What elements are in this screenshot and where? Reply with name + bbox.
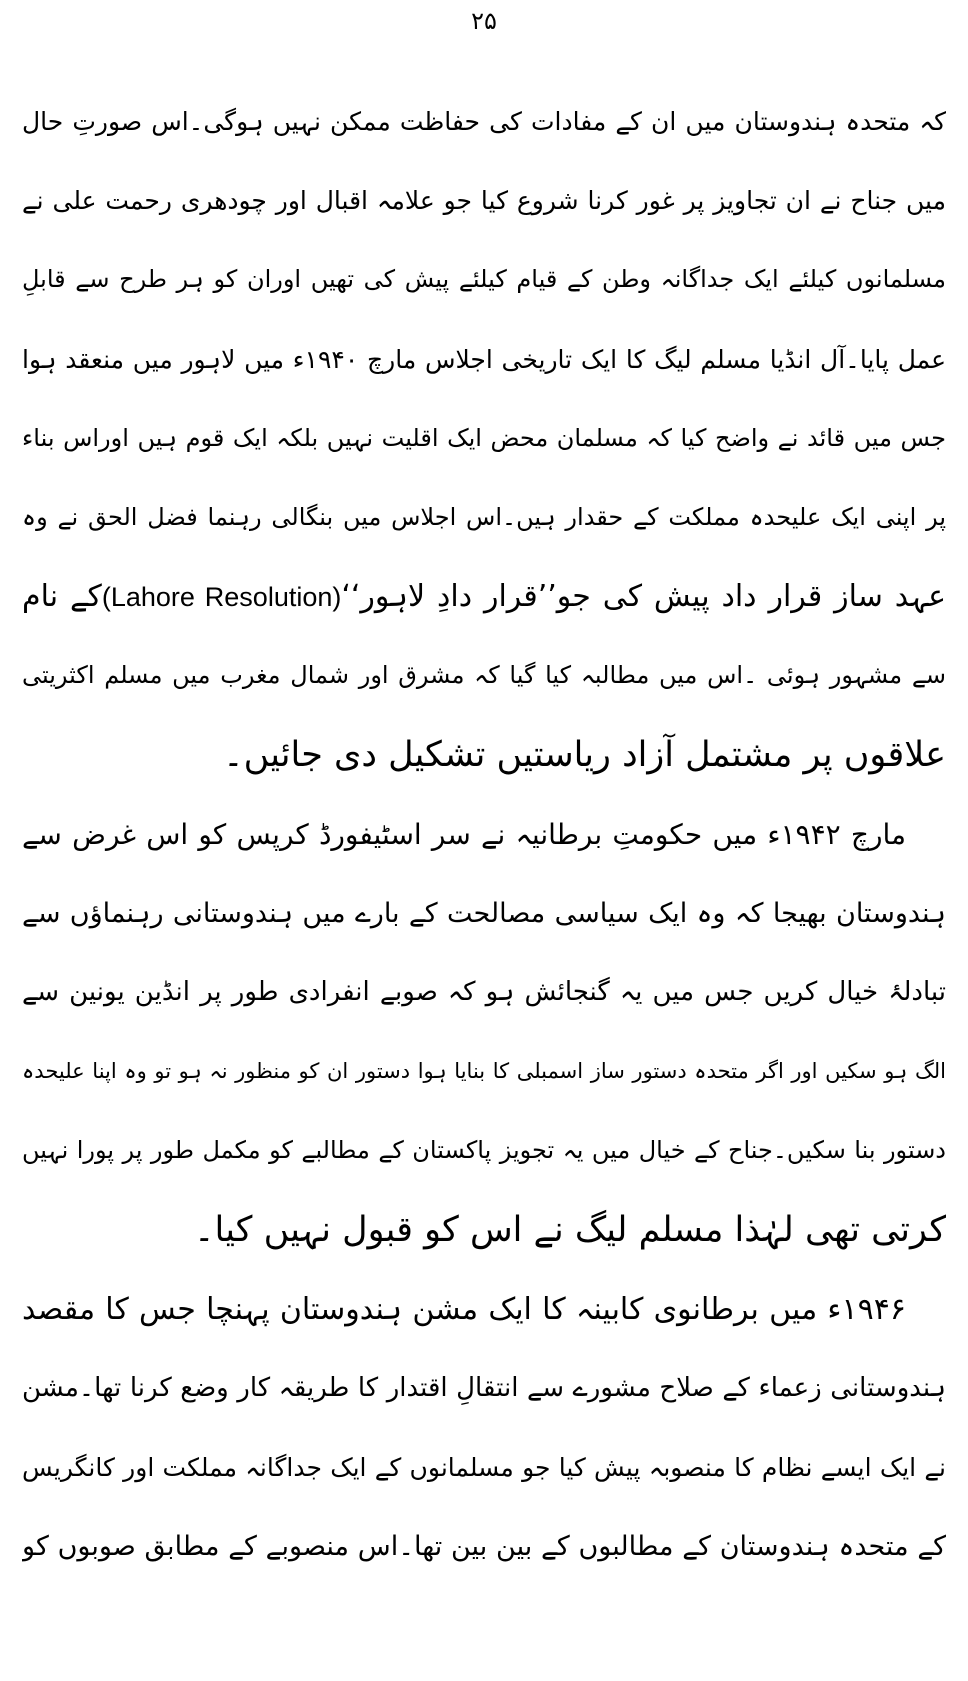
text-line: ہندوستانی زعماء کے صلاح مشورے سے انتقالِ اقتدار کا طریقہ کار وضع کرنا تھا۔مشن — [22, 1373, 946, 1403]
text-line: دستور بنا سکیں۔جناح کے خیال میں یہ تجویز پاکستان کے مطالبے کو مکمل طور پر پورا نہیں — [22, 1136, 946, 1165]
text-line: ۱۹۴۶ء میں برطانوی کابینہ کا ایک مشن ہندوستان پہنچا جس کا مقصد — [22, 1291, 906, 1327]
text-line: نے ایک ایسے نظام کا منصوبہ پیش کیا جو مسلمانوں کے ایک جداگانہ مملکت اور کانگریس — [22, 1453, 946, 1483]
text-line: جس میں قائد نے واضح کیا کہ مسلمان محض ایک اقلیت نہیں بلکہ ایک قوم ہیں اوراس بناء — [22, 423, 946, 452]
text-line: الگ ہو سکیں اور اگر متحدہ دستور ساز اسمبلی کا بنایا ہوا دستور ان کو منظور نہ ہو تو وہ اپنا علیحدہ — [22, 1059, 946, 1084]
text-line-mixed — [22, 557, 946, 636]
text-line: تبادلۂ خیال کریں جس میں یہ گنجائش ہو کہ صوبے انفرادی طور پر انڈین یونین سے — [22, 977, 946, 1008]
page-number: ۲۵ — [471, 7, 497, 35]
text-line: کرتی تھی لہٰذا مسلم لیگ نے اس کو قبول نہیں کیا۔ — [194, 1209, 946, 1250]
lahore-resolution-term: (Lahore Resolution) — [101, 582, 342, 613]
document-body — [22, 82, 946, 1587]
text-line: عمل پایا۔آل انڈیا مسلم لیگ کا ایک تاریخی اجلاس مارچ ۱۹۴۰ء میں لاہور میں منعقد ہوا — [22, 344, 946, 374]
text-line: کے متحدہ ہندوستان کے مطالبوں کے بین بین تھا۔اس منصوبے کے مطابق صوبوں کو — [22, 1531, 946, 1563]
text-line: پر اپنی ایک علیحدہ مملکت کے حقدار ہیں۔اس اجلاس میں بنگالی رہنما فضل الحق نے وہ — [22, 502, 946, 531]
text-line: علاقوں پر مشتمل آزاد ریاستیں تشکیل دی جائیں۔ — [223, 734, 946, 775]
text-line: ہندوستان بھیجا کہ وہ ایک سیاسی مصالحت کے بارے میں ہندوستانی رہنماؤں سے — [22, 897, 946, 929]
text-line: مسلمانوں کیلئے ایک جداگانہ وطن کے قیام کیلئے پیش کی تھیں اوران کو ہر طرح سے قابلِ — [22, 265, 946, 294]
text-line: کہ متحدہ ہندوستان میں ان کے مفادات کی حفاظت ممکن نہیں ہوگی۔اس صورتِ حال — [22, 107, 946, 136]
text-line: سے مشہور ہوئی ۔اس میں مطالبہ کیا گیا کہ مشرق اور شمال مغرب میں مسلم اکثریتی — [22, 661, 946, 690]
text-line: مارچ ۱۹۴۲ء میں حکومتِ برطانیہ نے سر اسٹیفورڈ کرپس کو اس غرض سے — [22, 817, 907, 851]
text-segment: عہد ساز قرار داد پیش کی جو’’قرار دادِ لاہور‘‘ — [341, 579, 946, 615]
text-segment: کے نام — [22, 579, 102, 615]
text-line: میں جناح نے ان تجاویز پر غور کرنا شروع کیا جو علامہ اقبال اور چودھری رحمت علی نے — [22, 186, 946, 216]
